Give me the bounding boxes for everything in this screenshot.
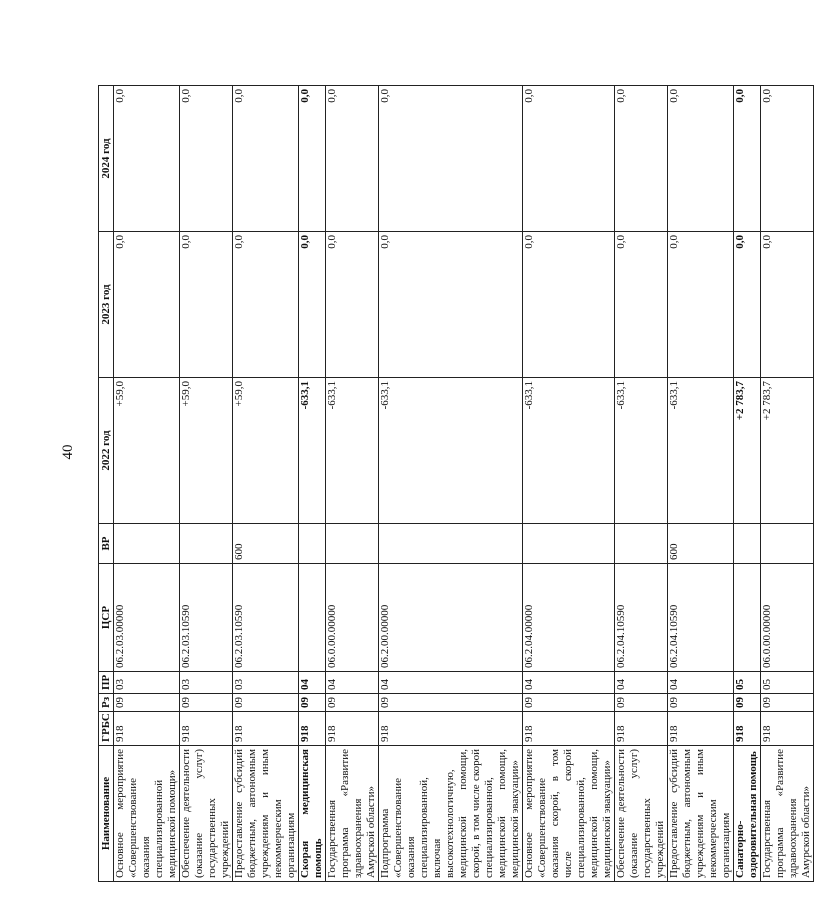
cell-vr	[379, 524, 523, 564]
cell-rz: 09	[326, 694, 379, 712]
cell-vr	[180, 524, 233, 564]
cell-vr	[299, 524, 326, 564]
cell-csr: 06.2.04.10590	[615, 564, 668, 672]
header-2022: 2022 год	[99, 378, 114, 524]
cell-rz: 09	[615, 694, 668, 712]
table-row	[668, 86, 734, 882]
cell-y2022: -633,1	[668, 378, 734, 524]
cell-y2023: 0,0	[615, 232, 668, 378]
cell-rz: 09	[299, 694, 326, 712]
cell-vr: 600	[233, 524, 299, 564]
cell-name: Подпрограмма «Совершенствование оказания специализированной, включая высокотехнологичную, медицинской помощи, скорой, в том числе скорой специализированной, медицинской помощи, медицинской эвакуации»	[379, 746, 523, 882]
cell-rz: 09	[761, 694, 814, 712]
table-row	[761, 86, 814, 882]
cell-rz: 09	[233, 694, 299, 712]
cell-y2024: 0,0	[114, 86, 180, 232]
cell-rz: 09	[379, 694, 523, 712]
cell-y2024: 0,0	[668, 86, 734, 232]
table-row	[523, 86, 615, 882]
cell-y2023: 0,0	[761, 232, 814, 378]
table-body	[114, 86, 814, 882]
table-row	[180, 86, 233, 882]
budget-table-container	[98, 86, 812, 882]
cell-pr: 04	[299, 672, 326, 694]
cell-grbs: 918	[299, 712, 326, 746]
table-row	[734, 86, 761, 882]
cell-y2023: 0,0	[299, 232, 326, 378]
cell-y2023: 0,0	[114, 232, 180, 378]
cell-csr: 06.0.00.00000	[761, 564, 814, 672]
cell-y2024: 0,0	[734, 86, 761, 232]
cell-rz: 09	[114, 694, 180, 712]
cell-pr: 05	[734, 672, 761, 694]
cell-y2022: +59,0	[180, 378, 233, 524]
cell-y2022: +59,0	[114, 378, 180, 524]
cell-rz: 09	[523, 694, 615, 712]
cell-grbs: 918	[734, 712, 761, 746]
cell-rz: 09	[668, 694, 734, 712]
cell-y2023: 0,0	[180, 232, 233, 378]
header-csr: ЦСР	[99, 564, 114, 672]
cell-name: Государственная программа «Развитие здравоохранения Амурской области»	[761, 746, 814, 882]
header-vr: ВР	[99, 524, 114, 564]
cell-name: Скорая медицинская помощь	[299, 746, 326, 882]
cell-csr: 06.0.00.00000	[326, 564, 379, 672]
header-2024: 2024 год	[99, 86, 114, 232]
cell-y2022: +2 783,7	[761, 378, 814, 524]
cell-y2024: 0,0	[233, 86, 299, 232]
table-header-row	[99, 86, 114, 882]
cell-name: Обеспечение деятельности (оказание услуг) государственных учреждений	[615, 746, 668, 882]
cell-csr	[734, 564, 761, 672]
cell-y2024: 0,0	[523, 86, 615, 232]
cell-y2022: -633,1	[379, 378, 523, 524]
header-grbs: ГРБС	[99, 712, 114, 746]
cell-grbs: 918	[761, 712, 814, 746]
cell-name: Предоставление субсидий бюджетным, автономным учреждениям и иным некоммерческим организациям	[233, 746, 299, 882]
cell-y2022: -633,1	[615, 378, 668, 524]
cell-pr: 04	[326, 672, 379, 694]
cell-pr: 04	[615, 672, 668, 694]
table-row	[299, 86, 326, 882]
cell-csr: 06.2.03.00000	[114, 564, 180, 672]
table-row	[326, 86, 379, 882]
cell-csr: 06.2.04.00000	[523, 564, 615, 672]
cell-pr: 05	[761, 672, 814, 694]
cell-grbs: 918	[668, 712, 734, 746]
cell-grbs: 918	[114, 712, 180, 746]
cell-y2024: 0,0	[326, 86, 379, 232]
cell-y2023: 0,0	[668, 232, 734, 378]
budget-table	[98, 85, 814, 882]
cell-grbs: 918	[379, 712, 523, 746]
cell-name: Предоставление субсидий бюджетным, автономным учреждениям и иным некоммерческим организациям	[668, 746, 734, 882]
header-pr: ПР	[99, 672, 114, 694]
cell-y2023: 0,0	[233, 232, 299, 378]
cell-csr	[299, 564, 326, 672]
cell-pr: 04	[668, 672, 734, 694]
cell-pr: 03	[233, 672, 299, 694]
cell-y2023: 0,0	[523, 232, 615, 378]
cell-rz: 09	[734, 694, 761, 712]
cell-grbs: 918	[233, 712, 299, 746]
cell-grbs: 918	[326, 712, 379, 746]
cell-y2024: 0,0	[761, 86, 814, 232]
cell-y2023: 0,0	[734, 232, 761, 378]
cell-y2023: 0,0	[379, 232, 523, 378]
table-row	[379, 86, 523, 882]
cell-y2024: 0,0	[615, 86, 668, 232]
cell-rz: 09	[180, 694, 233, 712]
cell-csr: 06.2.04.10590	[668, 564, 734, 672]
cell-csr: 06.2.03.10590	[180, 564, 233, 672]
cell-name: Санаторно-оздоровительная помощь	[734, 746, 761, 882]
cell-vr	[734, 524, 761, 564]
cell-y2022: -633,1	[326, 378, 379, 524]
cell-y2022: +59,0	[233, 378, 299, 524]
cell-grbs: 918	[615, 712, 668, 746]
cell-csr: 06.2.03.10590	[233, 564, 299, 672]
header-name: Наименование	[99, 746, 114, 882]
cell-name: Основное мероприятие «Совершенствование оказания специализированной медицинской помощи»	[114, 746, 180, 882]
cell-vr: 600	[668, 524, 734, 564]
cell-vr	[615, 524, 668, 564]
cell-grbs: 918	[523, 712, 615, 746]
cell-y2022: +2 783,7	[734, 378, 761, 524]
cell-name: Обеспечение деятельности (оказание услуг) государственных учреждений	[180, 746, 233, 882]
cell-y2024: 0,0	[299, 86, 326, 232]
cell-name: Государственная программа «Развитие здравоохранения Амурской области»	[326, 746, 379, 882]
cell-csr: 06.2.00.00000	[379, 564, 523, 672]
cell-grbs: 918	[180, 712, 233, 746]
table-row	[233, 86, 299, 882]
cell-vr	[523, 524, 615, 564]
cell-vr	[326, 524, 379, 564]
cell-vr	[761, 524, 814, 564]
cell-y2022: -633,1	[523, 378, 615, 524]
cell-y2023: 0,0	[326, 232, 379, 378]
cell-pr: 04	[379, 672, 523, 694]
cell-pr: 03	[180, 672, 233, 694]
header-rz: Рз	[99, 694, 114, 712]
header-2023: 2023 год	[99, 232, 114, 378]
cell-y2024: 0,0	[379, 86, 523, 232]
page-number: 40	[60, 444, 76, 460]
table-row	[114, 86, 180, 882]
cell-pr: 03	[114, 672, 180, 694]
cell-vr	[114, 524, 180, 564]
table-row	[615, 86, 668, 882]
cell-y2024: 0,0	[180, 86, 233, 232]
cell-pr: 04	[523, 672, 615, 694]
cell-name: Основное мероприятие «Совершенствование оказания скорой, в том числе скорой специализированной, медицинской помощи, медицинской эвакуации»	[523, 746, 615, 882]
cell-y2022: -633,1	[299, 378, 326, 524]
